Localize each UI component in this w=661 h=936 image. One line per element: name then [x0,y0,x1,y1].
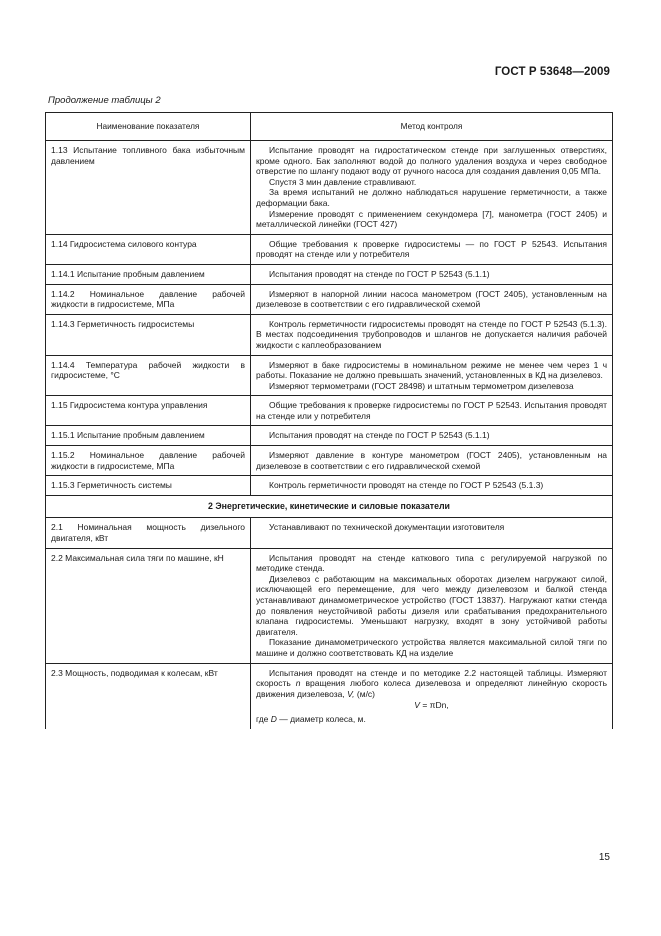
indicator-cell: 2.2 Максимальная сила тяги по машине, кН [46,548,251,663]
indicator-cell: 2.3 Мощность, подводимая к колесам, кВт [46,663,251,728]
table-row [46,446,613,476]
method-cell [251,426,613,446]
method-paragraph: Испытания проводят на стенде по ГОСТ Р 52543 (5.1.1) [269,430,490,441]
method-paragraph: Показание динамометрического устройства является максимальной силой тяги по машине и должно соответствовать КД на изделие [256,637,607,658]
method-paragraph: Спустя 3 мин давление стравливают. [269,176,417,187]
where-word: где [256,713,269,724]
table-row [46,548,613,663]
indicator-cell: 1.14.3 Герметичность гидросистемы [46,314,251,355]
table-row [46,141,613,235]
method-paragraph: Контроль герметичности проводят на стенде по ГОСТ Р 52543 (5.1.3) [269,480,544,491]
method-paragraph: Устанавливают по технической документации изготовителя [269,522,505,533]
table-row [46,284,613,314]
table-row [46,426,613,446]
method-cell [251,663,613,728]
table-row [46,264,613,284]
indicator-cell: 1.15.2 Номинальное давление рабочей жидкости в гидросистеме, МПа [46,446,251,476]
indicator-cell: 1.14 Гидросистема силового контура [46,234,251,264]
formula [256,700,607,711]
method-cell [251,548,613,663]
method-cell [251,518,613,548]
where-clause [256,714,607,725]
spec-table [45,112,613,729]
page-number: 15 [598,852,610,863]
method-paragraph: Измерение проводят с применением секундомера [7], манометра (ГОСТ 2405) и металлической линейки (ГОСТ 427) [256,208,607,230]
method-paragraph: Общие требования к проверке гидросистемы — по ГОСТ Р 52543. Испытания проводят на стенде или у потребителя [256,238,607,260]
method-paragraph: За время испытаний не должно наблюдаться нарушение герметичности, а также деформации бака. [256,187,607,208]
method-cell [251,314,613,355]
method-cell [251,476,613,496]
indicator-cell: 1.15 Гидросистема контура управления [46,396,251,426]
method-paragraph: Дизелевоз с работающим на максимальных оборотах дизелем нагружают силой, исключающей его перемещение, для чего между дизелевозом и балкой стенда устанавливают динамометрическое устройство (ГОСТ 13837). Нагружают катки стенда до появления неустойчивой работы дизеля или срабатывания предохранительного клапана гидросистемы. Уменьшают нагрузку, входят в зону устойчивой работы двигателя. [256,573,607,637]
method-cell [251,355,613,396]
section-title: 2 Энергетические, кинетические и силовые показатели [46,495,613,518]
table-row [46,663,613,728]
indicator-cell: 1.14.4 Температура рабочей жидкости в гидросистеме, °С [46,355,251,396]
method-text: Испытания проводят на стенде и по методике 2.2 настоящей таблицы. Измеряют скорость [256,667,607,689]
method-paragraph: Испытания проводят на стенде по ГОСТ Р 52543 (5.1.1) [269,268,490,279]
section-row [46,495,613,518]
symbol-n: n [295,678,301,689]
method-paragraph [256,668,607,700]
method-paragraph: Измеряют термометрами (ГОСТ 28498) и штатным термометром дизелевоза [269,380,574,391]
method-text: (м/с) [356,688,376,699]
column-header-method: Метод контроля [251,113,613,141]
table-header-row [46,113,613,141]
table-row [46,355,613,396]
indicator-cell: 1.15.1 Испытание пробным давлением [46,426,251,446]
method-paragraph: Измеряют в напорной линии насоса манометром (ГОСТ 2405), установленным на дизелевозе в соответствии с его гидравлической схемой [256,288,607,310]
table-caption: Продолжение таблицы 2 [48,95,161,106]
method-paragraph: Испытание проводят на гидростатическом стенде при заглушенных отверстиях, кроме одного. Бак заполняют водой до полного удаления воздуха и через свободное отверстие по шлангу подают воду от ручного насоса для создания давления 0,05 МПа. [256,145,607,177]
method-text: вращения любого колеса дизелевоза и определяют линейную скорость движения дизелевоза, [256,678,607,699]
table-row [46,476,613,496]
method-cell [251,141,613,235]
table-row [46,518,613,548]
indicator-cell: 1.14.2 Номинальное давление рабочей жидкости в гидросистеме, МПа [46,284,251,314]
method-paragraph: Измеряют давление в контуре манометром (ГОСТ 2405), установленным на дизелевозе в соответствии с его гидравлической схемой [256,450,607,471]
symbol-d: D [270,713,277,724]
method-cell [251,234,613,264]
column-header-indicator: Наименование показателя [46,113,251,141]
formula-rhs: = πDn, [422,700,449,711]
method-cell [251,264,613,284]
where-text: — диаметр колеса, м. [279,713,366,724]
formula-lhs: V [414,700,420,711]
indicator-cell: 1.15.3 Герметичность системы [46,476,251,496]
method-paragraph: Испытания проводят на стенде каткового типа с регулируемой нагрузкой по методике стенда. [256,552,607,574]
method-paragraph: Общие требования к проверке гидросистемы по ГОСТ Р 52543. Испытания проводят на стенде или у потребителя [256,400,607,421]
table-row [46,396,613,426]
table-row [46,234,613,264]
table-row [46,314,613,355]
symbol-v: V, [347,688,355,699]
method-cell [251,284,613,314]
standard-number: ГОСТ Р 53648—2009 [494,66,610,78]
method-paragraph: Контроль герметичности гидросистемы проводят на стенде по ГОСТ Р 52543 (5.1.3). В местах подсоединения трубопроводов и шлангов не допускается наличия рабочей жидкости с каплеобразованием [256,318,607,350]
indicator-cell: 1.13 Испытание топливного бака избыточным давлением [46,141,251,235]
method-cell [251,396,613,426]
indicator-cell: 2.1 Номинальная мощность дизельного двигателя, кВт [46,518,251,548]
method-cell [251,446,613,476]
method-paragraph: Измеряют в баке гидросистемы в номинальном режиме не менее чем через 1 ч работы. Показание не должно превышать значений, установленных в КД на дизелевоз. [256,359,607,381]
indicator-cell: 1.14.1 Испытание пробным давлением [46,264,251,284]
